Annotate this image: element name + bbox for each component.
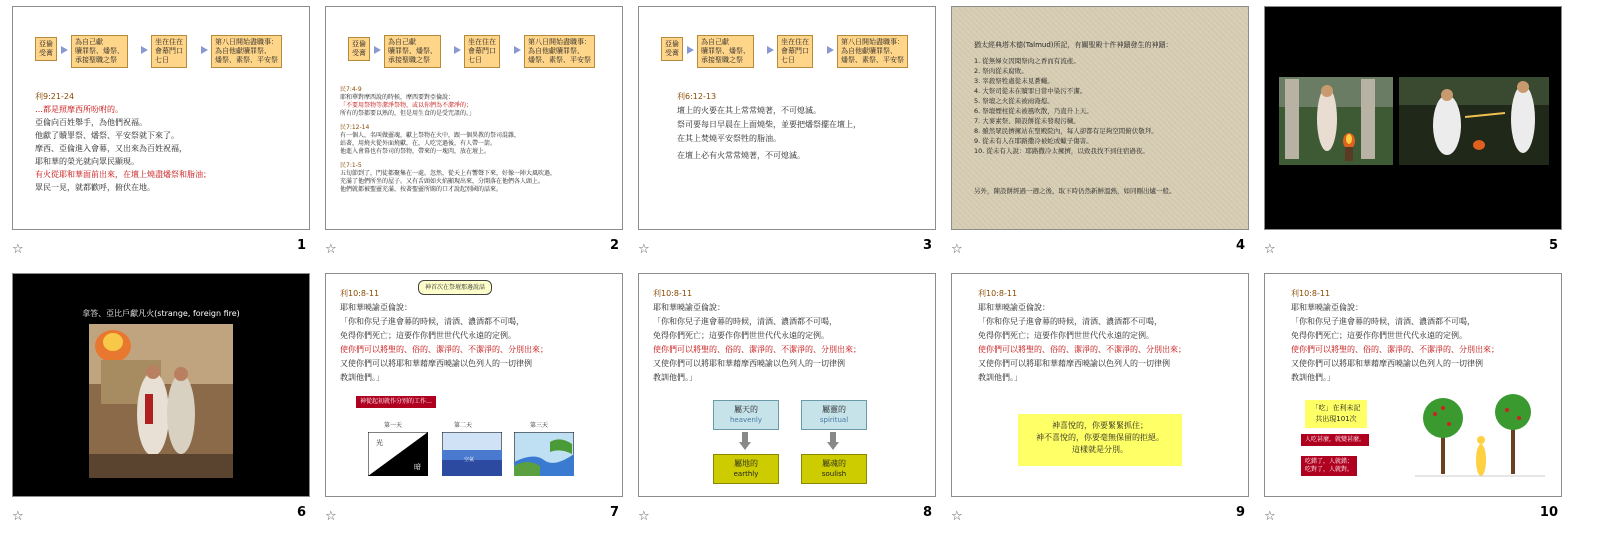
text-line: 他進入會幕也有祭司的祭物，帶來的一塊肉，放在壇上。 bbox=[340, 148, 491, 155]
flow-box-eighth-day: 第八日開始盡職事： 為自他獻贖罪祭、 燔祭、素祭、平安祭 bbox=[524, 35, 595, 68]
heavenly-box: 屬天的 heavenly bbox=[713, 400, 779, 430]
text-line: 「你和你兒子進會幕的時候，清酒、濃酒都不可喝， bbox=[978, 317, 1162, 326]
text-line: 「不要用祭物等潔淨祭物，或以你們為不潔淨的； bbox=[340, 102, 473, 109]
flow-arrow bbox=[141, 46, 148, 54]
text-line: 又使你們可以將耶和華藉摩西曉諭以色列人的一切律例 bbox=[978, 359, 1170, 368]
text-line: 免得你們死亡；這要作你們世世代代永遠的定例。 bbox=[340, 331, 516, 340]
flow-box-eighth-day: 第八日開始盡職事： 為自他獻贖罪祭、 燔祭、素祭、平安祭 bbox=[211, 35, 282, 68]
list-item: 9. 從未有人在耶路撒冷被蛇或蠍子傷害。 bbox=[974, 137, 1093, 145]
list-item: 6. 祭壇煙柱從未被風吹散，乃直升上天。 bbox=[974, 107, 1093, 115]
text-line: 耶和華曉諭亞倫說： bbox=[653, 303, 725, 312]
down-arrow-icon bbox=[739, 432, 751, 452]
text-line: 在其上焚燒平安祭牲的脂油。 bbox=[677, 134, 781, 143]
slide-thumbnail-5[interactable] bbox=[1262, 4, 1572, 274]
flow-box-anointed: 亞倫 受膏 bbox=[348, 37, 370, 61]
scripture-ref: 利9:21-24 bbox=[35, 92, 75, 101]
slide-transition-icon: ☆ bbox=[951, 509, 963, 524]
text-line: 耶和華曉諭亞倫說： bbox=[340, 303, 412, 312]
slide-8-canvas bbox=[638, 273, 936, 497]
text-line: 教訓他們。」 bbox=[978, 373, 1022, 382]
flow-arrow bbox=[374, 46, 381, 54]
flow-arrow bbox=[514, 46, 521, 54]
slide-number: 7 bbox=[609, 505, 619, 520]
flow-box-offerings: 為自己獻 贖罪祭、燔祭、 承接聖職之祭 bbox=[384, 35, 441, 68]
text-line: 五旬節到了，門徒都聚集在一處。忽然，從天上有響聲下來，好像一陣大風吹過， bbox=[340, 170, 557, 177]
text-line: 又使你們可以將耶和華藉摩西曉諭以色列人的一切律例 bbox=[1291, 359, 1483, 368]
light-label: 光 bbox=[376, 439, 383, 447]
day-label: 第一天 bbox=[384, 422, 403, 429]
slide-thumbnail-3[interactable] bbox=[636, 4, 946, 274]
text-line: 亞倫向百姓舉手，為他們祝福。 bbox=[35, 118, 147, 127]
text-line: 教訓他們。」 bbox=[340, 373, 384, 382]
flow-box-eighth-day: 第八日開始盡職事： 為自他獻贖罪祭、 燔祭、素祭、平安祭 bbox=[837, 35, 908, 68]
slide-transition-icon: ☆ bbox=[325, 509, 337, 524]
slide-transition-icon: ☆ bbox=[12, 242, 24, 257]
text-line: 教訓他們。」 bbox=[653, 373, 697, 382]
slide-number: 8 bbox=[922, 505, 932, 520]
text-line: 又使你們可以將耶和華藉摩西曉諭以色列人的一切律例 bbox=[340, 359, 532, 368]
slide-4-canvas bbox=[951, 6, 1249, 230]
garden-trees-illustration bbox=[1415, 384, 1545, 484]
slide-title: 猶太經典塔木德(Talmud)所記，有關聖殿十件神蹟發生的神蹟： bbox=[974, 41, 1173, 49]
text-line: 在壇上必有火常常燒著，不可熄滅。 bbox=[677, 151, 805, 160]
flow-box-seven-days: 坐在住在 會幕門口 七日 bbox=[464, 35, 500, 68]
slide-thumbnail-2[interactable] bbox=[323, 4, 633, 274]
flow-arrow bbox=[767, 46, 774, 54]
text-line: 免得你們死亡；這要作你們世世代代永遠的定例。 bbox=[653, 331, 829, 340]
spiritual-box: 屬靈的 spiritual bbox=[801, 400, 867, 430]
slide-transition-icon: ☆ bbox=[1264, 509, 1276, 524]
eat-count-box: 「吃」在利未記 共出現101次 bbox=[1305, 400, 1367, 428]
slide-number: 3 bbox=[922, 238, 932, 253]
scripture-ref: 民7:1-5 bbox=[340, 162, 362, 169]
list-item: 10. 從未有人說：耶路撒冷太擁擠，以致我找不到住宿過夜。 bbox=[974, 147, 1149, 155]
text-line: 使你們可以將聖的、俗的、潔淨的、不潔淨的、分別出來； bbox=[653, 345, 861, 354]
scripture-ref: 利6:12-13 bbox=[677, 92, 717, 101]
slide-6-canvas bbox=[12, 273, 310, 497]
flow-arrow bbox=[687, 46, 694, 54]
slide-transition-icon: ☆ bbox=[325, 242, 337, 257]
dark-label: 暗 bbox=[414, 463, 421, 471]
flow-box-anointed: 亞倫 受膏 bbox=[35, 37, 57, 61]
eat-result-tag: 吃錯了，人就錯； 吃對了，人就對。 bbox=[1301, 456, 1357, 476]
flow-arrow bbox=[61, 46, 68, 54]
text-line: 耶和華曉諭亞倫說： bbox=[978, 303, 1050, 312]
slide-title: 拿答、亞比戶獻凡火(strange, foreign fire) bbox=[82, 309, 240, 318]
scripture-ref: 利10:8-11 bbox=[978, 289, 1018, 298]
flow-box-offerings: 為自己獻 贖罪祭、燔祭、 承接聖職之祭 bbox=[697, 35, 754, 68]
slide-number: 2 bbox=[609, 238, 619, 253]
text-line: 所有的祭都要以熟的，但是用生食的是受咒詛的。」 bbox=[340, 110, 476, 117]
scripture-ref: 民7:12-14 bbox=[340, 124, 370, 131]
soulish-box: 屬魂的 soulish bbox=[801, 454, 867, 484]
earthly-box: 屬地的 earthly bbox=[713, 454, 779, 484]
summary-box: 神喜悅的，你要緊緊抓住； 神不喜悅的，你要毫無保留的拒絕。 這樣就是分別。 bbox=[1018, 414, 1182, 466]
text-line: 免得你們死亡；這要作你們世世代代永遠的定例。 bbox=[978, 331, 1154, 340]
slide-thumbnail-9[interactable] bbox=[949, 271, 1259, 541]
slide-9-canvas bbox=[951, 273, 1249, 497]
section-tag: 神從起初就作分別的工作… bbox=[356, 396, 436, 408]
text-line: 祭司要每日早晨在上面燒柴，並要把燔祭擺在壇上， bbox=[677, 120, 861, 129]
list-item: 4. 大祭司從未在贖罪日當中染污不潔。 bbox=[974, 87, 1087, 95]
text-line: 「你和你兒子進會幕的時候，清酒、濃酒都不可喝， bbox=[340, 317, 524, 326]
flow-arrow bbox=[454, 46, 461, 54]
text-line: 有火從耶和華面前出來，在壇上燒盡燔祭和脂油； bbox=[35, 170, 211, 179]
list-item: 3. 宰殺祭牲處從未見蒼蠅。 bbox=[974, 77, 1054, 85]
scripture-ref: 民7:4-9 bbox=[340, 86, 362, 93]
slide-number: 6 bbox=[296, 505, 306, 520]
slide-2-canvas bbox=[325, 6, 623, 230]
text-line: 眾民一見，就都歡呼，俯伏在地。 bbox=[35, 183, 155, 192]
text-line: 耶和華對摩西說的時候，摩西要對亞倫說： bbox=[340, 94, 455, 101]
text-line: 耶和華曉諭亞倫說： bbox=[1291, 303, 1363, 312]
slide-5-canvas bbox=[1264, 6, 1562, 230]
sky-label: 空氣 bbox=[464, 457, 475, 463]
flow-box-anointed: 亞倫 受膏 bbox=[661, 37, 683, 61]
text-line: 充滿了他們所坐的屋子。又有舌頭如火焰顯現出來，分開落在他們各人頭上。 bbox=[340, 178, 545, 185]
slide-thumbnail-6[interactable] bbox=[10, 271, 320, 541]
slide-transition-icon: ☆ bbox=[12, 509, 24, 524]
slide-transition-icon: ☆ bbox=[638, 509, 650, 524]
text-line: …都是照摩西所吩咐的。 bbox=[35, 105, 123, 114]
slide-thumbnail-10[interactable] bbox=[1262, 271, 1572, 541]
slide-number: 1 bbox=[296, 238, 306, 253]
text-line: 教訓他們。」 bbox=[1291, 373, 1335, 382]
scripture-ref: 利10:8-11 bbox=[1291, 289, 1331, 298]
slide-thumbnail-1[interactable] bbox=[10, 4, 320, 274]
slide-number: 5 bbox=[1548, 238, 1558, 253]
down-arrow-icon bbox=[827, 432, 839, 452]
flow-box-seven-days: 坐在住在 會幕門口 七日 bbox=[777, 35, 813, 68]
slide-thumbnail-8[interactable] bbox=[636, 271, 946, 541]
day-label: 第二天 bbox=[454, 422, 473, 429]
slide-thumbnail-4[interactable] bbox=[949, 4, 1259, 274]
slide-number: 9 bbox=[1235, 505, 1245, 520]
list-item: 8. 雖然眾民擠擁站在聖殿院內，每人卻都有足夠空間俯伏敬拜。 bbox=[974, 127, 1158, 135]
text-line: 使你們可以將聖的、俗的、潔淨的、不潔淨的、分別出來； bbox=[340, 345, 548, 354]
text-line: 摩西、亞倫進入會幕，又出來為百姓祝福， bbox=[35, 144, 187, 153]
eat-tag: 人吃甚麼，就變甚麼。 bbox=[1301, 434, 1369, 446]
text-line: 他獻了贖罪祭、燔祭、平安祭就下來了。 bbox=[35, 131, 179, 140]
slide-number: 10 bbox=[1539, 505, 1558, 520]
text-line: 使你們可以將聖的、俗的、潔淨的、不潔淨的、分別出來； bbox=[978, 345, 1186, 354]
slide-10-canvas bbox=[1264, 273, 1562, 497]
text-line: 「你和你兒子進會幕的時候，清酒、濃酒都不可喝， bbox=[653, 317, 837, 326]
flow-arrow bbox=[201, 46, 208, 54]
strange-fire-painting bbox=[13, 274, 309, 496]
text-line: 他們就都被聖靈充滿，按著聖靈所賜的口才說起別國的話來。 bbox=[340, 186, 503, 193]
slide-7-canvas bbox=[325, 273, 623, 497]
slide-1-canvas bbox=[12, 6, 310, 230]
footer-note: 另外，陳設餅經過一週之後，取下時仍然新鮮溫熱，如同剛出爐一般。 bbox=[974, 187, 1176, 195]
slide-3-canvas bbox=[638, 6, 936, 230]
text-line: 免得你們死亡；這要作你們世世代代永遠的定例。 bbox=[1291, 331, 1467, 340]
text-line: 有一個人，名叫做靈魂，獻上祭物在火中，跟一個異教的祭司混雜， bbox=[340, 132, 521, 139]
list-item: 7. 大麥素祭、陳設餅從未發現污穢。 bbox=[974, 117, 1080, 125]
callout-bubble: 神首次在祭壇那邊說話 bbox=[418, 280, 492, 295]
slide-transition-icon: ☆ bbox=[1264, 242, 1276, 257]
text-line: 站著，用燒火從外面燒獻，在，人吃完過後，有人帶一箭。 bbox=[340, 140, 497, 147]
text-line: 又使你們可以將耶和華藉摩西曉諭以色列人的一切律例 bbox=[653, 359, 845, 368]
slide-number: 4 bbox=[1235, 238, 1245, 253]
flow-arrow bbox=[827, 46, 834, 54]
day-two-sky-image bbox=[442, 432, 502, 476]
scripture-ref: 利10:8-11 bbox=[653, 289, 693, 298]
slide-thumbnail-7[interactable] bbox=[323, 271, 633, 541]
olympic-flame-photo bbox=[1265, 7, 1561, 229]
text-line: 壇上的火要在其上常常燒著，不可熄滅。 bbox=[677, 106, 821, 115]
list-item: 1. 從無婦女因聞祭肉之香而有流產。 bbox=[974, 57, 1080, 65]
scripture-ref: 利10:8-11 bbox=[340, 289, 380, 298]
slide-transition-icon: ☆ bbox=[638, 242, 650, 257]
text-line: 「你和你兒子進會幕的時候，清酒、濃酒都不可喝， bbox=[1291, 317, 1475, 326]
flow-box-seven-days: 坐在住在 會幕門口 七日 bbox=[151, 35, 187, 68]
text-line: 耶和華的榮光就向眾民顯現。 bbox=[35, 157, 139, 166]
slide-transition-icon: ☆ bbox=[951, 242, 963, 257]
list-item: 2. 祭肉從未腐敗。 bbox=[974, 67, 1028, 75]
day-label: 第三天 bbox=[530, 422, 549, 429]
text-line: 使你們可以將聖的、俗的、潔淨的、不潔淨的、分別出來； bbox=[1291, 345, 1499, 354]
flow-box-offerings: 為自己獻 贖罪祭、燔祭、 承接聖職之祭 bbox=[71, 35, 128, 68]
day-three-land-image bbox=[514, 432, 574, 476]
list-item: 5. 祭壇之火從未被雨淹熄。 bbox=[974, 97, 1054, 105]
